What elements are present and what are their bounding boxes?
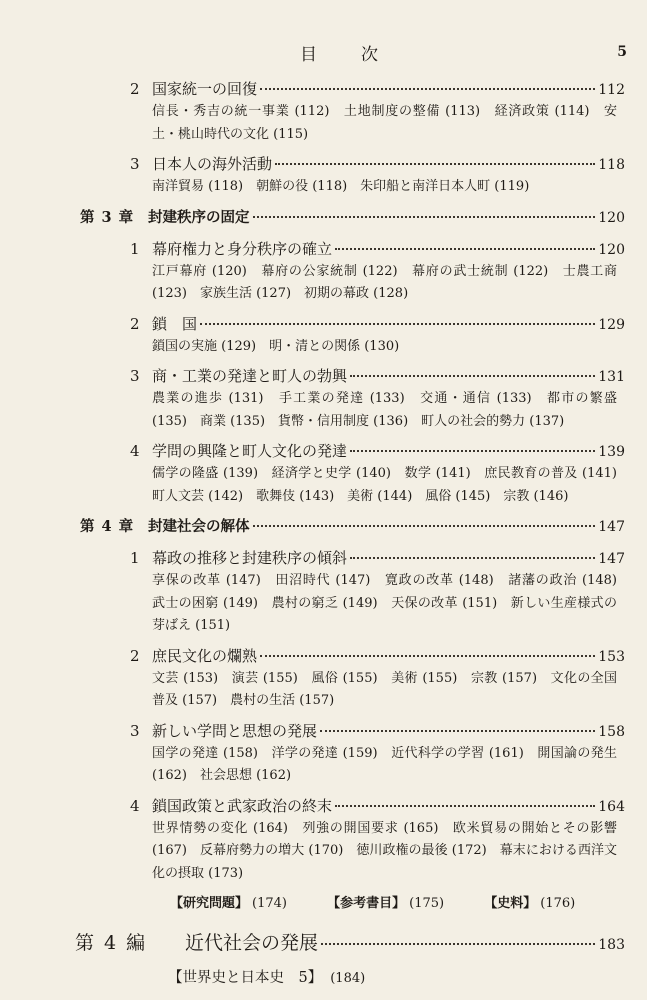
chapter-page: 120 — [598, 209, 625, 226]
leader-dots — [335, 248, 595, 250]
part-page: 183 — [598, 937, 625, 953]
section-subtopics: 鎖国の実施 (129) 明・清との関係 (130) — [152, 338, 400, 354]
section-page: 131 — [598, 369, 625, 385]
section-number: 2 — [130, 646, 140, 665]
section-title: 幕政の推移と封建秩序の傾斜 — [152, 549, 348, 567]
section-subtopics: 農業の進歩 (131) 手工業の発達 (133) 交通・通信 (133) 都市の繁盛 (135) 商業 (135) 貨幣・信用制度 (136) 町人の社会的勢力 (137) — [152, 391, 617, 429]
toc-section-3-4 — [0, 440, 647, 508]
section-page: 164 — [598, 798, 625, 815]
ref-page-research: (174) — [252, 896, 287, 911]
toc-section-2-2 — [0, 78, 647, 146]
section-number: 1 — [130, 239, 140, 258]
toc-section-2-3 — [0, 153, 647, 199]
section-title: 幕府権力と身分秩序の確立 — [152, 239, 333, 258]
part-title: 近代社会の発展 — [185, 932, 319, 954]
section-page: 129 — [598, 316, 625, 333]
section-page: 118 — [598, 157, 625, 173]
section-number: 1 — [130, 549, 140, 567]
section-page: 153 — [598, 648, 625, 665]
section-title: 日本人の海外活動 — [152, 155, 273, 173]
toc-chapter-3 — [0, 206, 647, 232]
toc-section-4-3 — [0, 720, 647, 788]
section-subtopics: 文芸 (153) 演芸 (155) 風俗 (155) 美術 (155) 宗教 (157) 文化の全国普及 (157) 農村の生活 (157) — [152, 670, 617, 708]
section-page: 147 — [598, 551, 625, 567]
toc-section-3-3 — [0, 365, 647, 433]
section-subtopics: 信長・秀吉の統一事業 (112) 土地制度の整備 (113) 経済政策 (114) 安土・桃山時代の文化 (115) — [152, 104, 617, 142]
leader-dots — [350, 375, 595, 377]
section-page: 120 — [598, 241, 625, 258]
section-title: 学問の興隆と町人文化の発達 — [152, 442, 348, 460]
section-number: 2 — [130, 314, 140, 333]
section-title: 国家統一の回復 — [152, 80, 258, 98]
section-subtopics: 国学の発達 (158) 洋学の発達 (159) 近代科学の学習 (161) 開国論の発生 (162) 社会思想 (162) — [152, 745, 617, 783]
table-of-contents — [0, 78, 647, 987]
section-title: 商・工業の発達と町人の勃興 — [152, 367, 348, 385]
section-page: 112 — [598, 82, 625, 98]
section-number: 4 — [130, 796, 140, 815]
world-history-note — [0, 966, 647, 987]
toc-section-4-4 — [0, 795, 647, 886]
toc-section-4-1 — [0, 547, 647, 638]
ref-label-research: 【研究問題】 — [170, 896, 249, 911]
ref-page-bibliography: (175) — [409, 896, 445, 911]
section-title: 鎖国政策と武家政治の終末 — [152, 796, 333, 815]
section-number: 3 — [130, 367, 140, 385]
section-title: 新しい学問と思想の発展 — [152, 721, 318, 740]
ref-label-sources: 【史料】 — [484, 896, 537, 911]
leader-dots — [350, 450, 595, 452]
page-title: 目次 — [300, 45, 422, 65]
page-header — [0, 40, 647, 64]
ref-label-bibliography: 【参考書目】 — [327, 896, 406, 911]
chapter-label: 第 3 章 — [80, 208, 135, 226]
section-number: 2 — [130, 80, 140, 98]
toc-section-3-1 — [0, 238, 647, 306]
leader-dots — [335, 805, 595, 807]
section-number: 3 — [130, 721, 140, 740]
leader-dots — [253, 216, 596, 218]
section-subtopics: 儒学の隆盛 (139) 経済学と史学 (140) 数学 (141) 庶民教育の普及 (141) 町人文芸 (142) 歌舞伎 (143) 美術 (144) 風俗 (145) 宗教 (146) — [152, 466, 631, 504]
leader-dots — [200, 323, 595, 325]
leader-dots — [275, 163, 595, 165]
section-number: 3 — [130, 155, 140, 173]
leader-dots — [320, 730, 595, 732]
world-history-page: (184) — [330, 971, 366, 986]
chapter-label: 第 4 章 — [80, 518, 135, 535]
toc-section-4-2 — [0, 645, 647, 713]
toc-part-4 — [0, 928, 647, 962]
section-subtopics: 享保の改革 (147) 田沼時代 (147) 寛政の改革 (148) 諸藩の政治 (148) 武士の困窮 (149) 農村の窮乏 (149) 天保の改革 (151) 新しい生産様式の芽ばえ (151) — [152, 573, 631, 633]
leader-dots — [321, 943, 595, 945]
section-page: 139 — [598, 444, 625, 460]
leader-dots — [253, 525, 596, 527]
section-subtopics: 世界情勢の変化 (164) 列強の開国要求 (165) 欧米貿易の開始とその影響 (167) 反幕府勢力の増大 (170) 徳川政権の最後 (172) 幕末における西洋文化の摂取 (173) — [152, 820, 617, 881]
chapter-title: 封建秩序の固定 — [148, 208, 250, 226]
part-label: 第 4 編 — [75, 932, 148, 954]
chapter-references — [0, 892, 647, 914]
leader-dots — [260, 88, 595, 90]
leader-dots — [350, 557, 595, 559]
ref-page-sources: (176) — [540, 896, 576, 911]
section-subtopics: 江戸幕府 (120) 幕府の公家統制 (122) 幕府の武士統制 (122) 士農工商 (123) 家族生活 (127) 初期の幕政 (128) — [152, 263, 617, 301]
toc-chapter-4 — [0, 515, 647, 541]
section-title: 庶民文化の爛熟 — [152, 646, 258, 665]
chapter-page: 147 — [598, 519, 625, 535]
section-title: 鎖 国 — [152, 314, 198, 333]
world-history-label: 【世界史と日本史 5】 — [168, 970, 323, 986]
toc-section-3-2 — [0, 313, 647, 359]
leader-dots — [260, 655, 595, 657]
section-number: 4 — [130, 442, 140, 460]
chapter-title: 封建社会の解体 — [148, 518, 250, 535]
page-number: 5 — [617, 44, 627, 60]
section-subtopics: 南洋貿易 (118) 朝鮮の役 (118) 朱印船と南洋日本人町 (119) — [152, 179, 530, 194]
section-page: 158 — [598, 723, 625, 740]
